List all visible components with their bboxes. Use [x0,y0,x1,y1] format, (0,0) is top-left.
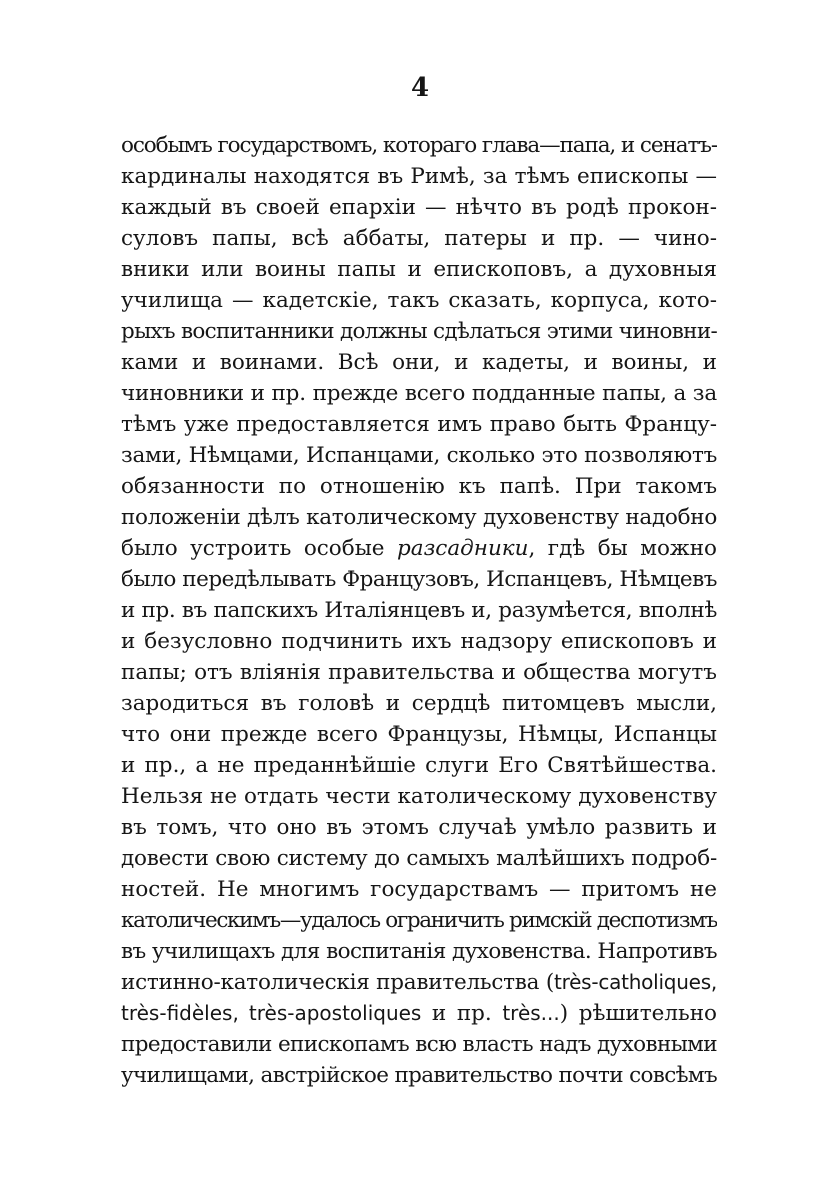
text-segment: très... [502,1001,560,1025]
text-line [121,781,717,812]
text-segment: рыхъ воспитанники должны сдѣлаться этими чиновни- [121,319,717,344]
text-line [121,843,717,874]
text-segment: très-catholiques, [553,970,717,994]
text-segment: особымъ государствомъ, котораго глава—папа, и сенатъ- [121,133,717,158]
text-segment: и пр. [421,1001,503,1026]
text-segment: было передѣлывать Французовъ, Испанцевъ, Нѣмцевъ [121,567,717,592]
text-line [121,316,717,347]
text-segment: каждый въ своей епархіи — нѣчто въ родѣ прокон- [121,195,717,220]
page-number: 4 [410,73,430,103]
text-line [121,440,717,471]
text-segment: ностей. Не многимъ государствамъ — притомъ не [121,877,717,902]
text-line [121,564,717,595]
text-line [121,254,717,285]
text-line [121,192,717,223]
text-line [121,223,717,254]
text-segment: папы; отъ вліянія правительства и общества могутъ [121,660,717,685]
text-line [121,626,717,657]
text-segment: обязанности по отношенію къ папѣ. При такомъ [121,474,717,499]
text-line [121,347,717,378]
text-segment: и пр., а не преданнѣйшіе слуги Его Святѣйшества. [121,753,717,778]
text-line [121,936,717,967]
text-line [121,533,717,564]
text-segment: тѣмъ уже предоставляется имъ право быть Францу- [121,412,717,437]
text-segment: училища — кадетскіе, такъ сказать, корпуса, кото- [121,288,717,313]
text-segment: зами, Нѣмцами, Испанцами, сколько это позволяютъ [121,443,717,468]
text-line [121,161,717,192]
text-line [121,1060,717,1091]
text-segment: довести свою систему до самыхъ малѣйшихъ подроб- [121,846,717,871]
text-segment: училищами, австрійское правительство почти совсѣмъ [121,1063,717,1088]
text-segment: très-fidèles, très-apostoliques [121,1001,422,1025]
text-segment: въ томъ, что оно въ этомъ случаѣ умѣло развить и [121,815,717,840]
text-line [121,750,717,781]
text-segment: , гдѣ бы можно [528,536,717,561]
text-segment: и пр. въ папскихъ Италіянцевъ и, разумѣется, вполнѣ [121,598,717,623]
text-line [121,285,717,316]
text-segment: ) рѣшительно [559,1001,717,1026]
text-line [121,719,717,750]
text-line [121,657,717,688]
text-segment: предоставили епископамъ всю власть надъ духовными [121,1032,717,1057]
text-line [121,967,717,998]
text-segment: въ училищахъ для воспитанія духовенства. Напротивъ [121,939,717,964]
text-line [121,905,717,936]
text-line [121,998,717,1029]
text-line [121,471,717,502]
text-segment: и безусловно подчинить ихъ надзору епископовъ и [121,629,717,654]
text-segment: вники или воины папы и епископовъ, а духовныя [121,257,717,282]
text-line [121,378,717,409]
text-segment: истинно-католическія правительства ( [121,970,554,995]
text-segment: было устроить особые [121,536,397,561]
text-segment: чиновники и пр. прежде всего подданные папы, а за [121,381,717,406]
text-line [121,688,717,719]
text-line [121,1029,717,1060]
body-text [121,130,717,1091]
text-segment: Нельзя не отдать чести католическому духовенству [121,784,717,809]
text-line [121,502,717,533]
text-segment: разсадники [397,536,529,561]
text-segment: что они прежде всего Французы, Нѣмцы, Испанцы [121,722,717,747]
text-line [121,409,717,440]
text-line [121,130,717,161]
text-segment: зародиться въ головѣ и сердцѣ питомцевъ мысли, [121,691,717,716]
text-segment: положеніи дѣлъ католическому духовенству надобно [121,505,717,530]
text-segment: суловъ папы, всѣ аббаты, патеры и пр. — чино- [121,226,717,251]
text-segment: кардиналы находятся въ Римѣ, за тѣмъ епископы — [121,164,717,189]
text-segment: ками и воинами. Всѣ они, и кадеты, и воины, и [121,350,717,375]
text-line [121,812,717,843]
text-segment: католическимъ—удалось ограничить римскій деспотизмъ [121,908,717,933]
text-line [121,595,717,626]
text-line [121,874,717,905]
